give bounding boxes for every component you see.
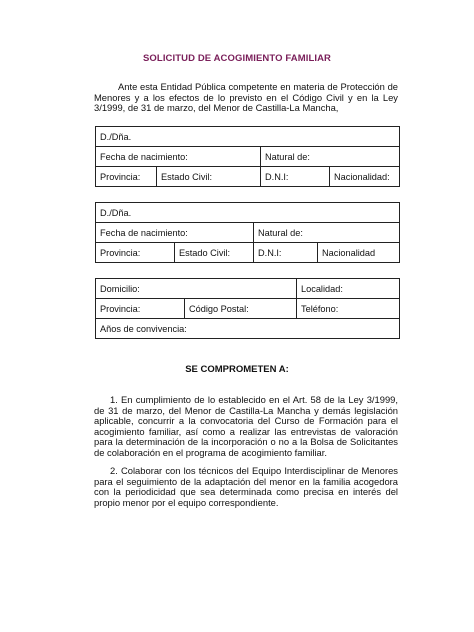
applicant-2-province-field[interactable]: [96, 243, 175, 263]
address-form: [95, 278, 400, 339]
province-label: Provincia:: [100, 247, 141, 258]
phone-field[interactable]: [297, 299, 400, 319]
applicant-1-native-field[interactable]: [261, 147, 400, 167]
applicant-2-birthdate-field[interactable]: [96, 223, 254, 243]
dni-label: D.N.I:: [265, 171, 289, 182]
applicant-2-dni-field[interactable]: [254, 243, 318, 263]
commitment-1-text: 1. En cumplimiento de lo establecido en el Art. 58 de la Ley 3/1999, de 31 de marzo, del Menor de Castilla-La Mancha y demás legislación aplicable, concurrir a la convocatoria del Curso de Formación para el acogimiento familiar, así como a realizar las entrevistas de valoración para la determinación de la incorporación o no a la Bolsa de Solicitantes de colaboración en el programa de acogimiento familiar.: [94, 394, 398, 458]
address-province-field[interactable]: [96, 299, 185, 319]
dni-label: D.N.I:: [258, 247, 282, 258]
applicant-1-nationality-field[interactable]: [330, 167, 400, 187]
applicant-1-name-field[interactable]: [96, 127, 400, 147]
locality-label: Localidad:: [301, 283, 343, 294]
intro-text: Ante esta Entidad Pública competente en materia de Protección de Menores y a los efectos de lo previsto en el Código Civil y en la Ley 3/1999, de 31 de marzo, del Menor de Castilla-La Mancha,: [94, 81, 398, 114]
name-label: D./Dña.: [100, 207, 132, 218]
intro-paragraph: [94, 82, 398, 114]
applicant-1-province-field[interactable]: [96, 167, 157, 187]
applicant-2-nationality-field[interactable]: [318, 243, 400, 263]
applicant-1-birthdate-field[interactable]: [96, 147, 261, 167]
applicant-2-name-field[interactable]: [96, 203, 400, 223]
applicant-1-form: [95, 126, 400, 187]
postal-code-label: Código Postal:: [189, 303, 249, 314]
province-label: Provincia:: [100, 303, 141, 314]
civil-status-label: Estado Civil:: [179, 247, 231, 258]
postal-code-field[interactable]: [185, 299, 297, 319]
domicile-field[interactable]: [96, 279, 297, 299]
phone-label: Teléfono:: [301, 303, 339, 314]
birthdate-label: Fecha de nacimiento:: [100, 227, 188, 238]
locality-field[interactable]: [297, 279, 400, 299]
applicant-2-form: [95, 202, 400, 263]
document-title: SOLICITUD DE ACOGIMIENTO FAMILIAR: [142, 53, 332, 64]
native-label: Natural de:: [258, 227, 303, 238]
years-cohabitation-field[interactable]: [96, 319, 400, 339]
years-cohabitation-label: Años de convivencia:: [100, 323, 187, 334]
applicant-2-native-field[interactable]: [254, 223, 400, 243]
applicant-1-dni-field[interactable]: [261, 167, 330, 187]
nationality-label: Nacionalidad:: [334, 171, 390, 182]
commitments-heading: SE COMPROMETEN A:: [185, 364, 289, 375]
birthdate-label: Fecha de nacimiento:: [100, 151, 188, 162]
name-label: D./Dña.: [100, 131, 132, 142]
commitment-2: [94, 466, 398, 508]
civil-status-label: Estado Civil:: [161, 171, 213, 182]
nationality-label: Nacionalidad: [322, 247, 376, 258]
commitment-2-text: 2. Colaborar con los técnicos del Equipo Interdisciplinar de Menores para el seguimiento de la adaptación del menor en la familia acogedora con la periodicidad que sea determinada como precisa en interés del propio menor por el equipo correspondiente.: [94, 465, 398, 508]
domicile-label: Domicilio:: [100, 283, 140, 294]
applicant-2-civil-status-field[interactable]: [175, 243, 254, 263]
applicant-1-civil-status-field[interactable]: [157, 167, 261, 187]
province-label: Provincia:: [100, 171, 141, 182]
commitment-1: [94, 395, 398, 458]
native-label: Natural de:: [265, 151, 310, 162]
